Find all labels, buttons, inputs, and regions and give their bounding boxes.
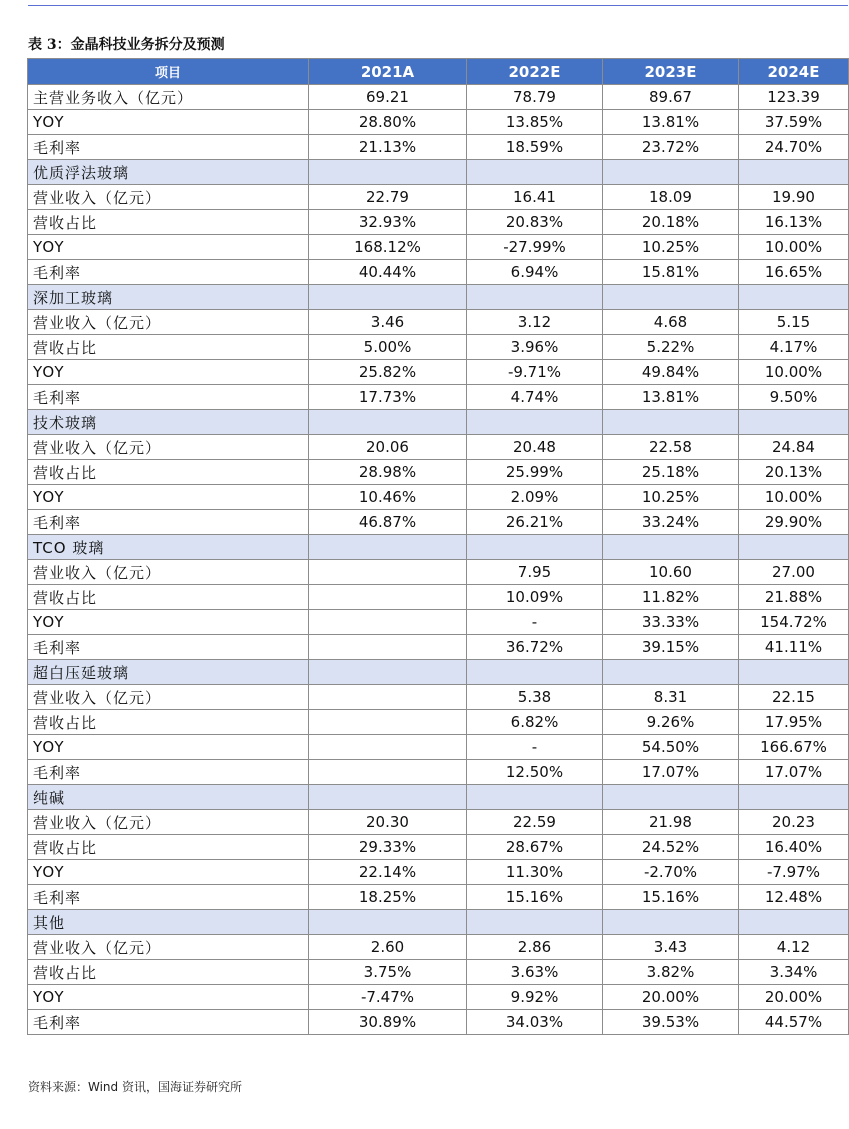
table-row xyxy=(28,435,849,460)
value-cell xyxy=(739,535,849,560)
row-label-cell: 营业收入（亿元） xyxy=(28,935,309,960)
value-cell: 13.81% xyxy=(603,110,739,135)
value-cell: 20.83% xyxy=(467,210,603,235)
table-section-row xyxy=(28,410,849,435)
value-cell: 25.18% xyxy=(603,460,739,485)
value-cell: 4.68 xyxy=(603,310,739,335)
row-label-cell: YOY xyxy=(28,235,309,260)
table-row xyxy=(28,185,849,210)
row-label-cell: 毛利率 xyxy=(28,760,309,785)
value-cell: 18.59% xyxy=(467,135,603,160)
header-cell-2021a: 2021A xyxy=(309,59,467,85)
row-label-cell: 主营业务收入（亿元） xyxy=(28,85,309,110)
value-cell: 17.95% xyxy=(739,710,849,735)
value-cell: 18.25% xyxy=(309,885,467,910)
value-cell: 10.09% xyxy=(467,585,603,610)
value-cell: 11.82% xyxy=(603,585,739,610)
value-cell xyxy=(467,660,603,685)
section-label-cell: TCO 玻璃 xyxy=(28,535,309,560)
value-cell: 89.67 xyxy=(603,85,739,110)
row-label-cell: 毛利率 xyxy=(28,1010,309,1035)
value-cell: 8.31 xyxy=(603,685,739,710)
value-cell xyxy=(739,660,849,685)
value-cell xyxy=(739,785,849,810)
value-cell: 13.81% xyxy=(603,385,739,410)
value-cell: 20.13% xyxy=(739,460,849,485)
value-cell: 34.03% xyxy=(467,1010,603,1035)
row-label-cell: 毛利率 xyxy=(28,135,309,160)
table-row xyxy=(28,1010,849,1035)
row-label-cell: 营收占比 xyxy=(28,460,309,485)
value-cell: 22.14% xyxy=(309,860,467,885)
value-cell: 15.81% xyxy=(603,260,739,285)
value-cell: 15.16% xyxy=(467,885,603,910)
table-row xyxy=(28,85,849,110)
table-row xyxy=(28,835,849,860)
value-cell: 37.59% xyxy=(739,110,849,135)
table-section-row xyxy=(28,285,849,310)
value-cell: 15.16% xyxy=(603,885,739,910)
value-cell: 9.50% xyxy=(739,385,849,410)
value-cell: 3.82% xyxy=(603,960,739,985)
value-cell: 166.67% xyxy=(739,735,849,760)
table-row xyxy=(28,985,849,1010)
value-cell xyxy=(309,160,467,185)
value-cell xyxy=(309,710,467,735)
value-cell: 21.98 xyxy=(603,810,739,835)
table-row xyxy=(28,135,849,160)
table-row xyxy=(28,960,849,985)
section-label-cell: 深加工玻璃 xyxy=(28,285,309,310)
value-cell: 33.24% xyxy=(603,510,739,535)
table-row xyxy=(28,810,849,835)
table-section-row xyxy=(28,785,849,810)
value-cell xyxy=(739,160,849,185)
table-row xyxy=(28,735,849,760)
value-cell: 28.98% xyxy=(309,460,467,485)
table-row xyxy=(28,110,849,135)
value-cell xyxy=(309,685,467,710)
row-label-cell: 营业收入（亿元） xyxy=(28,685,309,710)
value-cell: 22.15 xyxy=(739,685,849,710)
table-row xyxy=(28,510,849,535)
value-cell: 39.53% xyxy=(603,1010,739,1035)
value-cell: -7.97% xyxy=(739,860,849,885)
value-cell xyxy=(309,660,467,685)
value-cell: 26.21% xyxy=(467,510,603,535)
top-divider xyxy=(28,5,848,6)
table-row xyxy=(28,210,849,235)
value-cell: 16.13% xyxy=(739,210,849,235)
header-cell-2023e: 2023E xyxy=(603,59,739,85)
value-cell xyxy=(603,910,739,935)
value-cell: 30.89% xyxy=(309,1010,467,1035)
value-cell: 6.94% xyxy=(467,260,603,285)
row-label-cell: 营收占比 xyxy=(28,960,309,985)
value-cell xyxy=(309,560,467,585)
table-body xyxy=(28,85,849,1035)
table-row xyxy=(28,885,849,910)
section-label-cell: 其他 xyxy=(28,910,309,935)
value-cell: 11.30% xyxy=(467,860,603,885)
section-label-cell: 技术玻璃 xyxy=(28,410,309,435)
value-cell: 24.84 xyxy=(739,435,849,460)
value-cell: 28.67% xyxy=(467,835,603,860)
value-cell: 10.46% xyxy=(309,485,467,510)
row-label-cell: 营业收入（亿元） xyxy=(28,810,309,835)
row-label-cell: 毛利率 xyxy=(28,635,309,660)
table-row xyxy=(28,385,849,410)
row-label-cell: YOY xyxy=(28,485,309,510)
table-row xyxy=(28,610,849,635)
table-row xyxy=(28,685,849,710)
table-row xyxy=(28,235,849,260)
value-cell: 3.12 xyxy=(467,310,603,335)
value-cell: 20.00% xyxy=(603,985,739,1010)
section-label-cell: 纯碱 xyxy=(28,785,309,810)
value-cell: 29.33% xyxy=(309,835,467,860)
value-cell: 17.73% xyxy=(309,385,467,410)
value-cell xyxy=(467,535,603,560)
table-row xyxy=(28,335,849,360)
value-cell: 41.11% xyxy=(739,635,849,660)
section-label-cell: 超白压延玻璃 xyxy=(28,660,309,685)
value-cell: 10.25% xyxy=(603,485,739,510)
section-label-cell: 优质浮法玻璃 xyxy=(28,160,309,185)
value-cell: 69.21 xyxy=(309,85,467,110)
table-section-row xyxy=(28,160,849,185)
row-label-cell: 营业收入（亿元） xyxy=(28,560,309,585)
value-cell: 24.70% xyxy=(739,135,849,160)
row-label-cell: 营收占比 xyxy=(28,335,309,360)
value-cell xyxy=(309,285,467,310)
value-cell: 12.50% xyxy=(467,760,603,785)
table-row xyxy=(28,760,849,785)
value-cell: 25.99% xyxy=(467,460,603,485)
value-cell xyxy=(603,785,739,810)
value-cell: 6.82% xyxy=(467,710,603,735)
business-forecast-table xyxy=(27,58,849,1035)
value-cell: 10.00% xyxy=(739,235,849,260)
value-cell: 2.86 xyxy=(467,935,603,960)
header-cell-item: 项目 xyxy=(28,59,309,85)
value-cell: 49.84% xyxy=(603,360,739,385)
table-section-row xyxy=(28,535,849,560)
value-cell xyxy=(603,285,739,310)
value-cell: - xyxy=(467,610,603,635)
value-cell: 28.80% xyxy=(309,110,467,135)
value-cell: 168.12% xyxy=(309,235,467,260)
value-cell: 5.22% xyxy=(603,335,739,360)
value-cell: 27.00 xyxy=(739,560,849,585)
value-cell xyxy=(309,910,467,935)
value-cell: 3.43 xyxy=(603,935,739,960)
row-label-cell: 毛利率 xyxy=(28,885,309,910)
value-cell: 20.18% xyxy=(603,210,739,235)
value-cell: 7.95 xyxy=(467,560,603,585)
value-cell: 4.12 xyxy=(739,935,849,960)
row-label-cell: 营业收入（亿元） xyxy=(28,310,309,335)
value-cell: 24.52% xyxy=(603,835,739,860)
row-label-cell: 营收占比 xyxy=(28,710,309,735)
value-cell: 46.87% xyxy=(309,510,467,535)
value-cell: 2.09% xyxy=(467,485,603,510)
table-title: 表 3：金晶科技业务拆分及预测 xyxy=(28,37,225,53)
row-label-cell: 毛利率 xyxy=(28,510,309,535)
value-cell: 10.60 xyxy=(603,560,739,585)
value-cell: 13.85% xyxy=(467,110,603,135)
value-cell: 18.09 xyxy=(603,185,739,210)
value-cell: 16.65% xyxy=(739,260,849,285)
table-row xyxy=(28,935,849,960)
table-row xyxy=(28,635,849,660)
value-cell: 16.41 xyxy=(467,185,603,210)
value-cell: -7.47% xyxy=(309,985,467,1010)
value-cell: 21.88% xyxy=(739,585,849,610)
table-section-row xyxy=(28,660,849,685)
value-cell: 54.50% xyxy=(603,735,739,760)
value-cell xyxy=(309,610,467,635)
row-label-cell: YOY xyxy=(28,610,309,635)
value-cell: 19.90 xyxy=(739,185,849,210)
row-label-cell: 营收占比 xyxy=(28,585,309,610)
value-cell xyxy=(603,160,739,185)
value-cell: 4.74% xyxy=(467,385,603,410)
value-cell xyxy=(309,535,467,560)
value-cell: 5.15 xyxy=(739,310,849,335)
value-cell: -2.70% xyxy=(603,860,739,885)
value-cell: -9.71% xyxy=(467,360,603,385)
row-label-cell: 营业收入（亿元） xyxy=(28,185,309,210)
table-row xyxy=(28,585,849,610)
row-label-cell: YOY xyxy=(28,110,309,135)
value-cell: 10.25% xyxy=(603,235,739,260)
value-cell: 33.33% xyxy=(603,610,739,635)
row-label-cell: 营收占比 xyxy=(28,210,309,235)
row-label-cell: YOY xyxy=(28,360,309,385)
value-cell: 4.17% xyxy=(739,335,849,360)
value-cell: 39.15% xyxy=(603,635,739,660)
value-cell: 20.23 xyxy=(739,810,849,835)
value-cell xyxy=(309,785,467,810)
value-cell: 20.00% xyxy=(739,985,849,1010)
value-cell: 2.60 xyxy=(309,935,467,960)
table-row xyxy=(28,485,849,510)
value-cell: 9.92% xyxy=(467,985,603,1010)
value-cell xyxy=(309,585,467,610)
value-cell: 17.07% xyxy=(603,760,739,785)
header-cell-2024e: 2024E xyxy=(739,59,849,85)
value-cell: -27.99% xyxy=(467,235,603,260)
row-label-cell: YOY xyxy=(28,735,309,760)
row-label-cell: 营业收入（亿元） xyxy=(28,435,309,460)
value-cell: 32.93% xyxy=(309,210,467,235)
value-cell xyxy=(309,735,467,760)
value-cell xyxy=(309,635,467,660)
value-cell: 21.13% xyxy=(309,135,467,160)
value-cell: 40.44% xyxy=(309,260,467,285)
table-row xyxy=(28,260,849,285)
value-cell: 3.46 xyxy=(309,310,467,335)
value-cell xyxy=(603,535,739,560)
value-cell xyxy=(467,785,603,810)
row-label-cell: YOY xyxy=(28,985,309,1010)
table-row xyxy=(28,360,849,385)
value-cell: 20.48 xyxy=(467,435,603,460)
value-cell xyxy=(309,760,467,785)
value-cell: 16.40% xyxy=(739,835,849,860)
value-cell xyxy=(467,285,603,310)
value-cell xyxy=(309,410,467,435)
value-cell: 3.63% xyxy=(467,960,603,985)
value-cell xyxy=(739,910,849,935)
value-cell: 10.00% xyxy=(739,485,849,510)
source-note: 资料来源：Wind 资讯，国海证券研究所 xyxy=(28,1080,242,1094)
table-row xyxy=(28,310,849,335)
value-cell xyxy=(739,285,849,310)
value-cell: 3.96% xyxy=(467,335,603,360)
value-cell: 12.48% xyxy=(739,885,849,910)
table-row xyxy=(28,860,849,885)
value-cell: 5.38 xyxy=(467,685,603,710)
table-row xyxy=(28,710,849,735)
value-cell: - xyxy=(467,735,603,760)
row-label-cell: 毛利率 xyxy=(28,260,309,285)
value-cell: 3.75% xyxy=(309,960,467,985)
table-row xyxy=(28,560,849,585)
value-cell: 10.00% xyxy=(739,360,849,385)
value-cell xyxy=(603,660,739,685)
value-cell: 154.72% xyxy=(739,610,849,635)
row-label-cell: YOY xyxy=(28,860,309,885)
value-cell xyxy=(467,910,603,935)
value-cell: 9.26% xyxy=(603,710,739,735)
value-cell xyxy=(467,160,603,185)
value-cell: 17.07% xyxy=(739,760,849,785)
table-section-row xyxy=(28,910,849,935)
value-cell: 20.06 xyxy=(309,435,467,460)
value-cell: 23.72% xyxy=(603,135,739,160)
value-cell: 3.34% xyxy=(739,960,849,985)
table-row xyxy=(28,460,849,485)
value-cell xyxy=(467,410,603,435)
row-label-cell: 营收占比 xyxy=(28,835,309,860)
value-cell: 44.57% xyxy=(739,1010,849,1035)
value-cell: 29.90% xyxy=(739,510,849,535)
row-label-cell: 毛利率 xyxy=(28,385,309,410)
value-cell: 123.39 xyxy=(739,85,849,110)
value-cell: 22.79 xyxy=(309,185,467,210)
value-cell: 36.72% xyxy=(467,635,603,660)
value-cell xyxy=(739,410,849,435)
header-cell-2022e: 2022E xyxy=(467,59,603,85)
value-cell: 25.82% xyxy=(309,360,467,385)
value-cell: 20.30 xyxy=(309,810,467,835)
table-header-row xyxy=(28,59,849,85)
value-cell xyxy=(603,410,739,435)
value-cell: 78.79 xyxy=(467,85,603,110)
value-cell: 22.59 xyxy=(467,810,603,835)
value-cell: 5.00% xyxy=(309,335,467,360)
value-cell: 22.58 xyxy=(603,435,739,460)
